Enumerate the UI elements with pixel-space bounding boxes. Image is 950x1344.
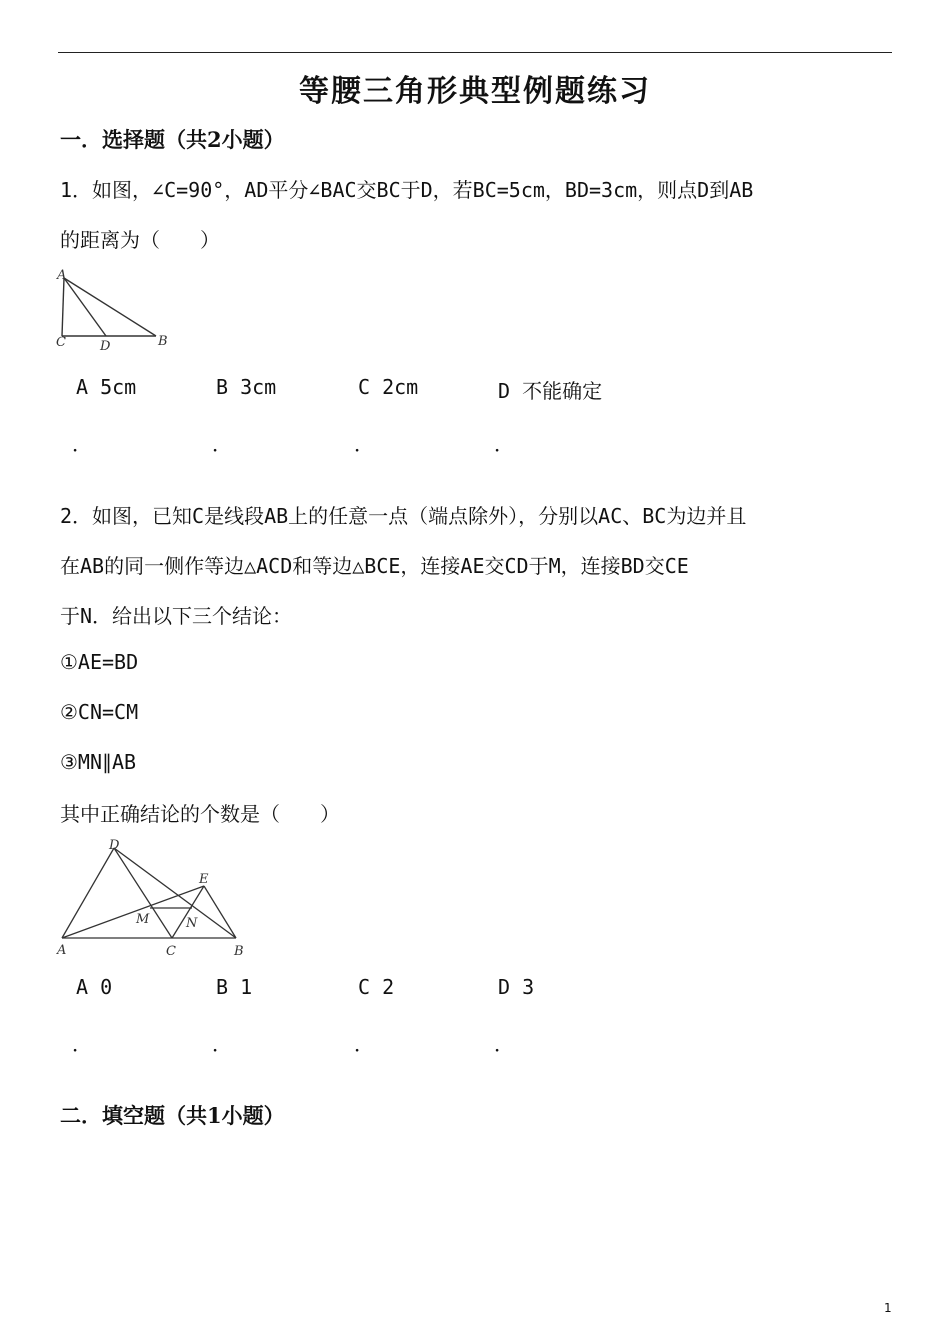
q2-segment-ad <box>62 848 114 938</box>
q2-conclusion-1: ①AE=BD <box>60 650 139 674</box>
q2-conclusion-3: ③MN∥AB <box>60 750 137 774</box>
q1-option-d[interactable]: D 不能确定 <box>498 379 603 403</box>
q1-label-a: A <box>57 268 67 283</box>
q2-line-question: 其中正确结论的个数是（ ） <box>60 802 340 826</box>
q2-conclusion-2: ②CN=CM <box>60 700 139 724</box>
q2-line-2: 在AB的同一侧作等边△ACD和等边△BCE，连接AE交CD于M，连接BD交CE <box>60 554 689 578</box>
q1-option-a[interactable]: A 5cm <box>76 375 137 399</box>
q1-option-c-dot: ． <box>354 432 374 456</box>
q2-segment-bd <box>114 848 236 938</box>
q1-option-c[interactable]: C 2cm <box>358 375 419 399</box>
q2-label-n: N <box>186 916 198 931</box>
q2-option-a[interactable]: A 0 <box>76 975 113 999</box>
header-rule <box>58 52 892 53</box>
q1-segment-ac <box>62 278 64 336</box>
q2-label-c: C <box>166 944 176 959</box>
q2-option-c-dot: ． <box>354 1032 374 1056</box>
q1-option-a-dot: ． <box>72 432 92 456</box>
q2-option-c[interactable]: C 2 <box>358 975 395 999</box>
q2-option-b[interactable]: B 1 <box>216 975 253 999</box>
q2-label-b: B <box>234 944 244 959</box>
q2-option-b-dot: ． <box>212 1032 232 1056</box>
q1-line-2: 的距离为（ ） <box>60 228 220 252</box>
q2-label-a: A <box>57 943 67 958</box>
q2-label-e: E <box>199 872 209 887</box>
section-heading-fill-blank: 二．填空题（共1小题） <box>60 1103 285 1128</box>
section-heading-choice: 一．选择题（共2小题） <box>60 127 285 152</box>
q2-segment-ae <box>62 886 204 938</box>
q2-line-1: 2．如图，已知C是线段AB上的任意一点（端点除外），分别以AC、BC为边并且 <box>60 504 747 528</box>
q1-triangle-figure <box>52 266 182 356</box>
q1-segment-ad <box>64 278 106 336</box>
q2-option-a-dot: ． <box>72 1032 92 1056</box>
q2-option-d-dot: ． <box>494 1032 514 1056</box>
q2-triangles-figure <box>52 834 252 962</box>
q1-option-b[interactable]: B 3cm <box>216 375 277 399</box>
q2-segment-eb <box>204 886 236 938</box>
q2-label-m: M <box>136 912 150 927</box>
q1-option-d-dot: ． <box>494 432 514 456</box>
q1-label-c: C <box>56 335 66 350</box>
page-title: 等腰三角形典型例题练习 <box>299 74 651 109</box>
q2-option-d[interactable]: D 3 <box>498 975 535 999</box>
q1-label-d: D <box>100 339 111 354</box>
q2-label-d: D <box>109 838 120 853</box>
q1-label-b: B <box>158 334 168 349</box>
q2-line-3: 于N．给出以下三个结论： <box>60 604 293 628</box>
q1-option-b-dot: ． <box>212 432 232 456</box>
page-number: 1 <box>884 1301 892 1315</box>
q1-segment-ab <box>64 278 156 336</box>
q1-line-1: 1．如图，∠C=90°，AD平分∠BAC交BC于D，若BC=5cm，BD=3cm，则点D到AB <box>60 178 754 202</box>
